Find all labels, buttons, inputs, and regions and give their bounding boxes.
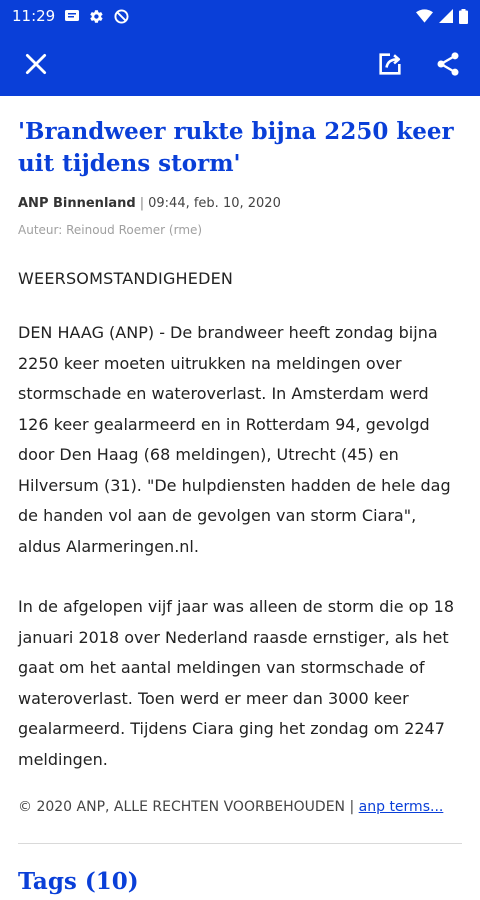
- article-datetime: 09:44, feb. 10, 2020: [148, 196, 281, 211]
- gear-icon: [89, 9, 104, 24]
- status-bar: [0, 0, 480, 32]
- copyright-line: [18, 799, 462, 815]
- open-external-button[interactable]: [374, 48, 406, 80]
- tags-heading[interactable]: Tags (10): [18, 868, 139, 895]
- divider: [18, 843, 462, 844]
- status-time: 11:29: [12, 7, 56, 25]
- share-button[interactable]: [432, 48, 464, 80]
- do-not-disturb-icon: [114, 9, 129, 24]
- article-paragraph-1: DEN HAAG (ANP) - De brandweer heeft zondag bijna 2250 keer moeten uitrukken na meldingen over stormschade en wateroverlast. In Amsterdam werd 126 keer gealarmeerd en in Rotterdam 94, gevolgd door Den Haag (68 meldingen), Utrecht (45) en Hilversum (31). "De hulpdiensten hadden de hele dag de handen vol aan de gevolgen van storm Ciara", aldus Alarmeringen.nl.: [18, 323, 451, 556]
- article-source: ANP Binnenland: [18, 196, 136, 211]
- close-button[interactable]: [20, 48, 52, 80]
- signal-icon: [439, 9, 453, 23]
- terms-link[interactable]: anp terms...: [358, 799, 444, 815]
- battery-icon: [459, 9, 468, 24]
- article-meta: [18, 196, 462, 211]
- article: [0, 116, 480, 895]
- copyright-text: © 2020 ANP, ALLE RECHTEN VOORBEHOUDEN |: [18, 799, 355, 815]
- article-title: 'Brandweer rukte bijna 2250 keer uit tijdens storm': [18, 118, 454, 177]
- app-bar: [0, 32, 480, 96]
- meta-separator: |: [139, 196, 145, 211]
- article-paragraph-2: In de afgelopen vijf jaar was alleen de storm die op 18 januari 2018 over Nederland raasde ernstiger, als het gaat om het aantal meldingen van stormschade of wateroverlast. Toen werd er meer dan 3000 keer gealarmeerd. Tijdens Ciara ging het zondag om 2247 meldingen.: [18, 597, 455, 769]
- article-author: Auteur: Reinoud Roemer (rme): [18, 223, 203, 237]
- wifi-icon: [416, 9, 433, 23]
- open-external-icon: [376, 50, 404, 78]
- article-section: WEERSOMSTANDIGHEDEN: [18, 269, 234, 288]
- share-icon: [434, 50, 462, 78]
- message-icon: [65, 10, 79, 23]
- close-icon: [23, 51, 49, 77]
